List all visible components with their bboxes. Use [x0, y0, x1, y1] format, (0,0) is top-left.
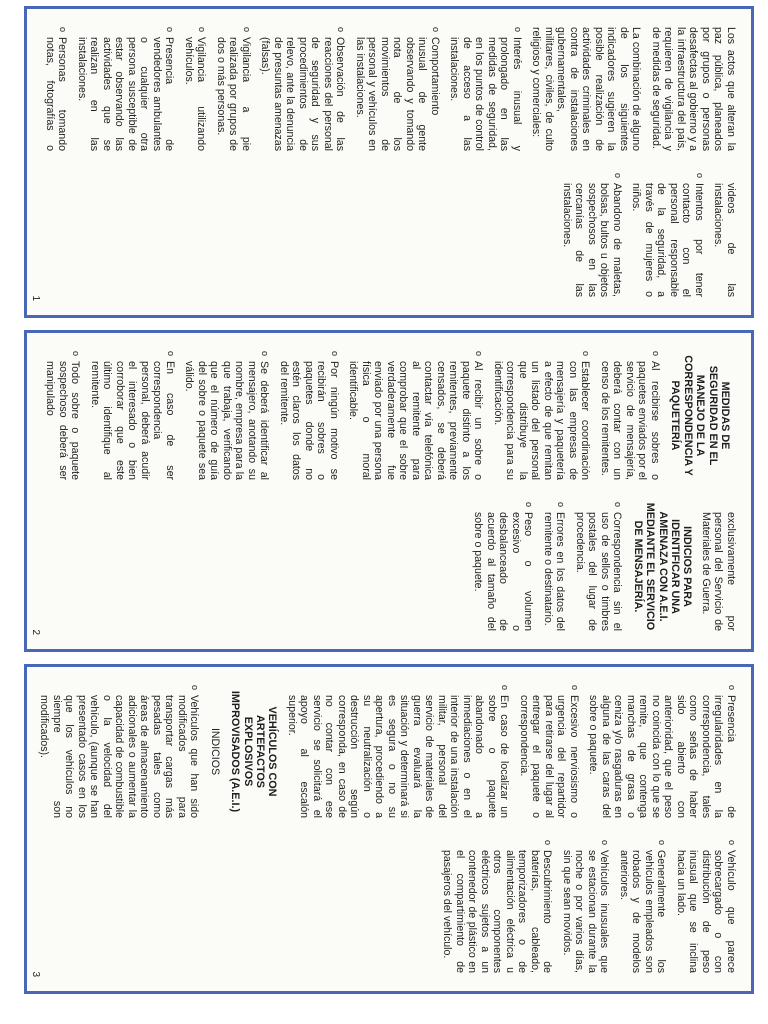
list-item: o Peso o volumen excesivo o desbalanceado de acuerdo al tamaño del sobre o paquete. [472, 502, 535, 631]
list-item: o Abandono de maletas, bolsas, bultos u objetos sospechosos en las cercanías de las instalaciones. [561, 173, 624, 297]
list-item: o Excesivo nerviosismo o urgencia del repartidor para retirarse del lugar al entregar el paquete o correspondencia. [518, 685, 581, 818]
brochure-panel-3 [24, 664, 754, 994]
list-item: o Presencia de vendedores ambulantes o cualquier otra persona susceptible de estar observando las actividades que se realizan en las instalaciones. [76, 27, 176, 151]
section-title: VEHÍCULOS CON ARTEFACTOS EXPLOSIVOS IMPROVISADOS (A.E.I.) [229, 690, 279, 813]
list-item: o Descubrimiento de baterías, cableado, temporizadores o de alimentación eléctrica u otros componentes eléctricos sujetos a un contenedor de plástico en el compartimiento de pasajeros del vehículo. [441, 840, 554, 973]
panel-3-content [27, 667, 751, 991]
page-number: 1 [29, 295, 41, 301]
list-item: o Vigilancia a pie realizada por grupos de dos o más personas. [215, 27, 253, 151]
brochure-panel-1 [24, 6, 754, 318]
list-item: o Correspondencia sin el uso de sellos o timbres postales del lugar de procedencia. [573, 502, 623, 631]
indications-list-continued [286, 685, 738, 818]
page-number: 2 [29, 629, 41, 635]
list-item: o Errores en los datos del remitente o destinatario. [541, 502, 566, 631]
list-item: o Generalmente los vehículos empleados son robados y de modelos anteriores. [618, 840, 668, 973]
list-item: o En caso de localizar un sobre o paquete abandonado a inmediaciones o en el interior de una instalación militar, personal del servicio de materiales de guerra evaluará la situación y determinará si es segura o no su apertura, procediendo a su neutralización o destrucción según corresponda, en caso de no contar con ese servicio se solicitará el apoyo al escalón superior. [286, 685, 511, 818]
list-item: o Vehículos que han sido modificados para transportar cargas más pesadas tales como áreas de almacenamiento adicionales o aumentar la capacidad de combustible o la velocidad del vehículo, (aunque se han presentado casos en los que los vehículos no siempre son modificados). [38, 685, 201, 818]
list-item: o Al recibir un sobre o paquete distinto a los remitentes, previamente censados, se deberá contactar vía telefónica al remitente para comprobar que el sobre verdaderamente fue enviado por una persona física o moral identificable. [347, 351, 485, 480]
list-item: o Establecer coordinación con las empresas de mensajería y paquetería a efecto de que remitan un listado del personal que distribuye la correspondencia para su identificación. [491, 351, 591, 480]
subsection-title: INDICIOS PARA IDENTIFICAR UNA AMENAZA CON A.E.I. MEDIANTE EL SERVICIO DE MENSAJERÍA. [631, 502, 694, 631]
brochure-panel-2 [24, 330, 754, 652]
page-number: 3 [29, 971, 41, 977]
list-item: o Interés inusual y prolongado en las medidas de seguridad, en los puntos de control de acceso a las instalaciones. [448, 27, 523, 151]
list-item: o Observación de las reacciones del personal de seguridad y sus procedimientos de relevo, ante la denuncia de presuntas amenazas (falsas). [259, 27, 347, 151]
list-item: o Todo sobre o paquete sospechoso deberá ser manipulado exclusivamente por personal del Servicio de Materiales de Guerra. [37, 351, 737, 631]
list-item: o Comportamiento inusual de gente observando y tomando nota de los movimientos de personal y vehículos en las instalaciones. [354, 27, 442, 151]
list-item: o Vigilancia utilizando vehículos. [183, 27, 208, 151]
list-item: o Vehículo que parece sobrecargado o con distribución de peso inusual que se inclina hacia un lado. [675, 840, 738, 973]
subsection-title: INDICIOS [208, 727, 221, 776]
list-item: o Intentos por tener contacto con el personal responsable de la seguridad, a través de mujeres o niños. [630, 173, 705, 297]
list-item: o Al recibirse sobres o paquetes enviados por el servicio de mensajería, deberá contar con un censo de los remitentes. [598, 351, 661, 480]
list-item: o En caso de ser correspondencia personal, deberá acudir el interesado o bien corroborar que este último identifique al remitente. [88, 351, 176, 480]
panel-2-content [27, 333, 751, 649]
list-item: o Se deberá identificar al mensajero, anotando su nombre, empresa para la que trabaja, verificando que el número de guía del sobre o paquete sea válido. [183, 351, 271, 480]
list-item: o Por ningún motivo se recibirán sobres o paquetes donde no estén claros los datos del remitente. [277, 351, 340, 480]
section-title: MEDIDAS DE SEGURIDAD EN EL MANEJO DE LA CORRESPONDENCIA Y PAQUETERÍA [669, 355, 731, 476]
list-item: o Presencia de irregularidades en la correspondencia, tales como señas de haber sido abierto con anterioridad, que el peso no coincida con lo que se remite, que contenga manchas de grasa o ceniza y/o rasgaduras en alguna de las caras del sobre o paquete. [587, 685, 737, 818]
list-item: o Personas tomando notas, fotografías o videos de las instalaciones. [37, 27, 737, 297]
list-item: o Vehículos inusuales que se estacionan durante la noche o por varios días, sin que sean movidos. [561, 840, 611, 973]
panel-1-content [27, 9, 751, 315]
intro-paragraph: Los actos que alteran la paz pública, planeados por grupos o personas desafectas al gobierno y a la infraestructura del país, requieren de vigilancia y de medidas de seguridad. [650, 27, 737, 151]
indicators-paragraph: La combinación de alguno de los siguientes indicadores sugieren la posible realización de actividades criminales en contra de instalaciones gubernamentales, militares, civiles, de culto religioso y comerciales: [530, 27, 643, 151]
indications-list [472, 502, 624, 631]
